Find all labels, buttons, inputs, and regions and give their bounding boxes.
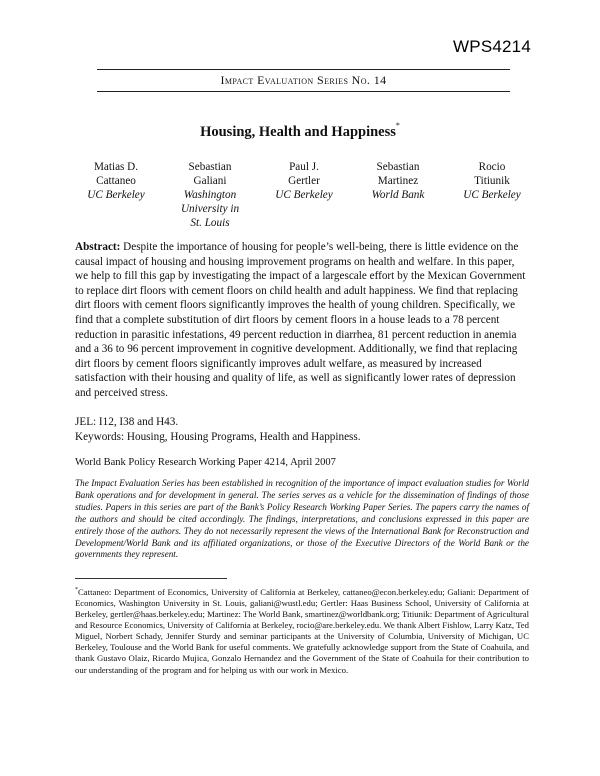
author-list [76, 160, 532, 230]
author [76, 160, 156, 230]
keywords: Keywords: Housing, Housing Programs, Health and Happiness. [75, 431, 361, 443]
author [452, 160, 532, 230]
author [170, 160, 250, 230]
paper-title [0, 123, 600, 141]
author-affiliation: World Bank [371, 189, 425, 201]
author-first-name: Sebastian [376, 161, 420, 173]
author-last-name: Galiani [193, 175, 227, 187]
author-affiliation: St. Louis [190, 217, 230, 229]
author-last-name: Titiunik [474, 175, 510, 187]
author-last-name: Cattaneo [96, 175, 136, 187]
footnote [75, 585, 529, 676]
author [358, 160, 438, 230]
abstract [75, 240, 527, 401]
author-last-name: Martinez [377, 175, 419, 187]
series-banner [97, 69, 510, 92]
series-label: Impact Evaluation Series No. 14 [220, 73, 387, 87]
title-footnote-mark: * [395, 121, 400, 130]
abstract-text: Despite the importance of housing for people’s well-being, there is little evidence on the causal impact of housing and housing improvement programs on health and welfare. In this paper, we help to fill this gap by investigating the impact of a largescale effort by the Mexican Government to replace dirt floors with cement floors on child health and adult happiness. We find that replacing dirt floors with cement floors significantly improves the health of young children. Specifically, we find that a complete substitution of dirt floors by cement floors in a house leads to a 78 percent reduction in parasitic infestations, 49 percent reduction in diarrhea, 81 percent reduction in anemia and a 36 to 96 percent improvement in cognitive development. Additionally, we find that replacing dirt floors by cement floors significantly improves adult welfare, as measured by increased satisfaction with their housing and quality of life, as well as significantly lower rates of depression and perceived stress. [75, 241, 526, 399]
author-affiliation: UC Berkeley [463, 189, 521, 201]
author-affiliation: Washington [183, 189, 237, 201]
author-affiliation: University in [180, 203, 240, 215]
author-first-name: Paul J. [289, 161, 319, 173]
author-first-name: Matias D. [93, 161, 139, 173]
footnote-divider [75, 578, 227, 579]
author-first-name: Sebastian [188, 161, 232, 173]
abstract-label: Abstract: [75, 241, 121, 253]
series-disclaimer: The Impact Evaluation Series has been established in recognition of the importance of impact evaluation studies for World Bank operations and for development in general. The series serves as a vehicle for the dissemination of findings of those studies. Papers in this series are part of the Bank’s Policy Research Working Paper Series. The papers carry the names of the authors and should be cited accordingly. The findings, interpretations, and conclusions expressed in this paper are entirely those of the authors. They do not necessarily represent the views of the International Bank for Reconstruction and Development/World Bank and its affiliated organizations, or those of the Executive Directors of the World Bank or the governments they represent. [75, 478, 529, 560]
author-first-name: Rocio [478, 161, 506, 173]
author-affiliation: UC Berkeley [275, 189, 333, 201]
jel-codes: JEL: I12, I38 and H43. [75, 416, 179, 428]
footnote-text: Cattaneo: Department of Economics, University of California at Berkeley, cattaneo@econ.berkeley.edu; Galiani: Department of Economics, Washington University in St. Louis, galiani@wustl.edu; Gertler: Haas Business School, University of California at Berkeley, gertler@haas.berkeley.edu; Martinez: The World Bank, smartinez@worldbank.org; Titiunik: Department of Agricultural and Resource Economics, University of California at Berkeley, rocio@are.berkeley.edu. We thank Albert Fishlow, Larry Katz, Ted Miguel, Norbert Schady, Jennifer Sturdy and seminar participants at the University of Columbia, University of Michigan, UC Berkeley, Toulouse and the World Bank for useful comments. We gratefully acknowledge support from the State of Coahuila, and thank Gustavo Olaiz, Ricardo Mujica, Gonzalo Hernandez and the Government of the State of Coahuila for their contribution to our understanding of the program and for helping us with our work in Mexico. [75, 586, 529, 675]
author [264, 160, 344, 230]
footnote-mark: * [75, 587, 78, 593]
working-paper-citation: World Bank Policy Research Working Paper 4214, April 2007 [75, 457, 336, 468]
report-number: WPS4214 [453, 37, 531, 56]
author-affiliation: UC Berkeley [87, 189, 145, 201]
author-last-name: Gertler [288, 175, 320, 187]
paper-title-text: Housing, Health and Happiness [200, 123, 396, 140]
